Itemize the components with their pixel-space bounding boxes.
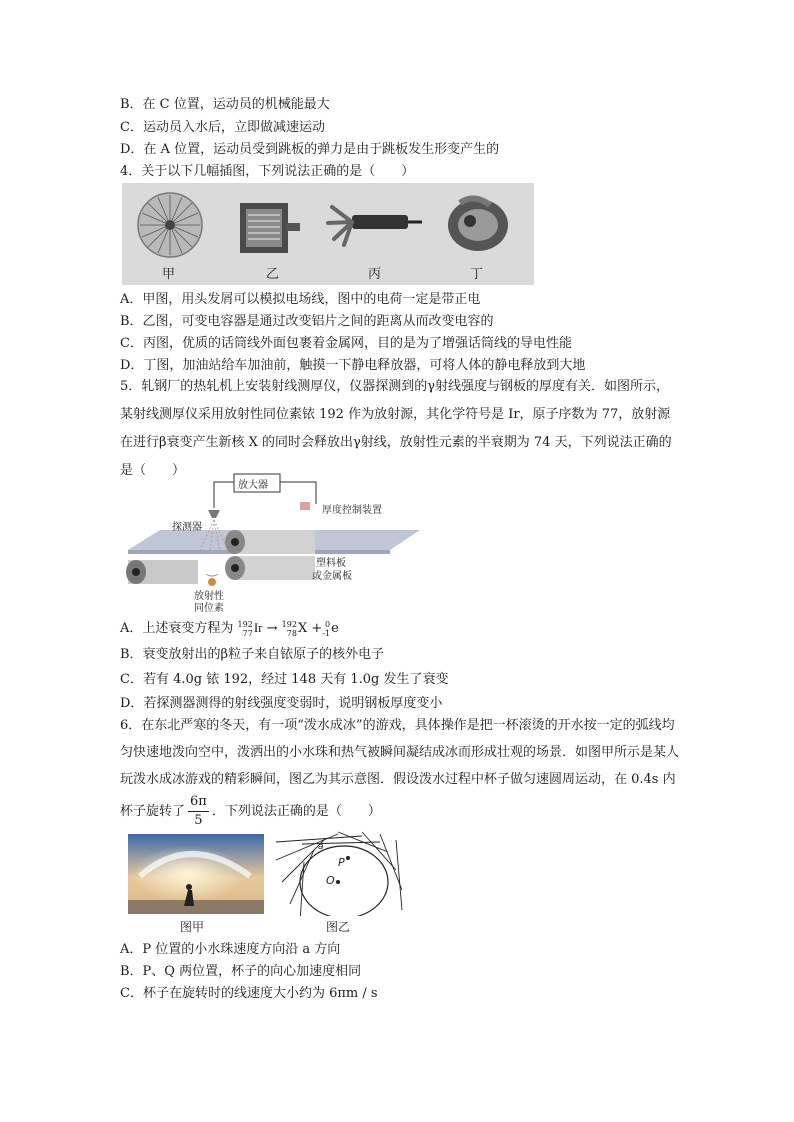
fraction-numerator: 6π — [188, 793, 209, 812]
label-source-2: 同位素 — [194, 603, 224, 614]
q4-stem: 4．关于以下几幅插图，下列说法正确的是（ ） — [120, 164, 415, 179]
ir-mass-number: 192 — [237, 619, 253, 629]
x-atomic-number: 78 — [286, 628, 297, 638]
q6-option-a: A．P 位置的小水珠速度方向沿 a 方向 — [120, 942, 341, 957]
q5-option-b: B．衰变放射出的β粒子来自铱原子的核外电子 — [120, 647, 385, 662]
e-symbol: e — [331, 621, 339, 636]
caption-yi: 乙 — [266, 267, 280, 282]
label-detector: 探测器 — [172, 522, 202, 533]
caption-bing: 丙 — [368, 267, 382, 282]
circular-motion-diagram — [276, 832, 402, 922]
ir-atomic-number: 77 — [242, 628, 253, 638]
q5-stem: 5．轧钢厂的热轧机上安装射线测厚仪，仪器探测到的γ射线强度与钢板的厚度有关．如图所示，某射线测厚仪采用放射性同位素铱 192 作为放射源，其化学符号是 Ir，原子序数为 77，放射源在进行β衰变产生新核 X 的同时会释放出γ射线，放射性元素的半衰期为 74 天，下列说法正确的是（ ） — [120, 379, 672, 478]
q6-stem-text: 6．在东北严寒的冬天，有一项“泼水成冰”的游戏，具体操作是把一杯滚烫的开水按一定的弧线均匀快速地泼向空中，泼洒出的小水珠和热气被瞬间凝结成冰而形成壮观的场景．如图甲所示是某人玩泼水成冰游戏的精彩瞬间，图乙为其示意图．假设泼水过程中杯子做匀速圆周运动，在 0.4s 内杯子旋转了 — [120, 718, 680, 819]
q6-option-b: B．P、Q 两位置，杯子的向心加速度相同 — [120, 964, 362, 979]
caption-tu-jia: 图甲 — [180, 920, 205, 934]
angle-fraction — [188, 793, 209, 830]
q4-option-c: C．丙图，优质的话筒线外面包裹着金属网，目的是为了增强话筒线的导电性能 — [120, 336, 572, 351]
q5-option-d: D．若探测器测得的射线强度变弱时，说明钢板厚度变小 — [120, 696, 443, 711]
ir-symbol: Ir — [253, 620, 263, 635]
q3-option-b: B．在 C 位置，运动员的机械能最大 — [120, 97, 330, 112]
label-thickness-controller: 厚度控制装置 — [322, 505, 382, 516]
x-mass-number: 192 — [281, 619, 297, 629]
q5-figure — [120, 470, 420, 614]
q6-figure — [126, 830, 416, 938]
field-line-icon — [138, 193, 202, 257]
ir-nuclide-numbers — [238, 620, 253, 638]
plus-sign: + — [311, 621, 323, 636]
q4-figure — [122, 183, 534, 285]
label-p: P — [338, 856, 345, 869]
q6-figure-art — [126, 830, 416, 938]
q6-stem — [120, 712, 680, 830]
x-nuclide-numbers — [282, 620, 297, 638]
q6-option-c: C．杯子在旋转时的线速度大小约为 6πm / s — [120, 986, 378, 1001]
q4-option-b: B．乙图，可变电容器是通过改变铝片之间的距离从而改变电容的 — [120, 314, 494, 329]
label-a: a — [318, 842, 324, 852]
x-symbol: X — [297, 621, 308, 636]
label-o: O — [326, 874, 335, 887]
e-nuclide-numbers — [322, 620, 330, 638]
reaction-arrow: → — [266, 621, 278, 636]
label-sheet-1: 塑料板 — [316, 558, 346, 569]
label-source-1: 放射性 — [194, 591, 224, 602]
label-amplifier: 放大器 — [238, 480, 268, 491]
q5-option-a-prefix: A．上述衰变方程为 — [120, 621, 234, 636]
caption-ding: 丁 — [470, 267, 484, 282]
label-sheet-2: 或金属板 — [312, 571, 352, 582]
q4-option-d: D．丁图，加油站给车加油前，触摸一下静电释放器，可将人体的静电释放到大地 — [120, 358, 586, 373]
q3-option-d: D．在 A 位置，运动员受到跳板的弹力是由于跳板发生形变产生的 — [120, 142, 500, 157]
q6-stem-tail: ．下列说法正确的是（ ） — [211, 804, 381, 819]
q4-option-a: A．甲图，用头发屑可以模拟电场线，图中的电荷一定是带正电 — [120, 292, 481, 307]
caption-jia: 甲 — [162, 267, 176, 282]
e-mass-number: 0 — [324, 619, 331, 629]
q3-option-c: C．运动员入水后，立即做减速运动 — [120, 120, 325, 135]
fraction-denominator: 5 — [194, 813, 203, 828]
caption-tu-yi: 图乙 — [326, 920, 351, 934]
thickness-gauge-diagram — [120, 470, 420, 610]
q5-option-a — [120, 618, 339, 639]
splash-photo — [128, 834, 264, 914]
q5-option-c: C．若有 4.0g 铱 192，经过 148 天有 1.0g 发生了衰变 — [120, 672, 449, 687]
e-atomic-number: -1 — [322, 628, 331, 638]
